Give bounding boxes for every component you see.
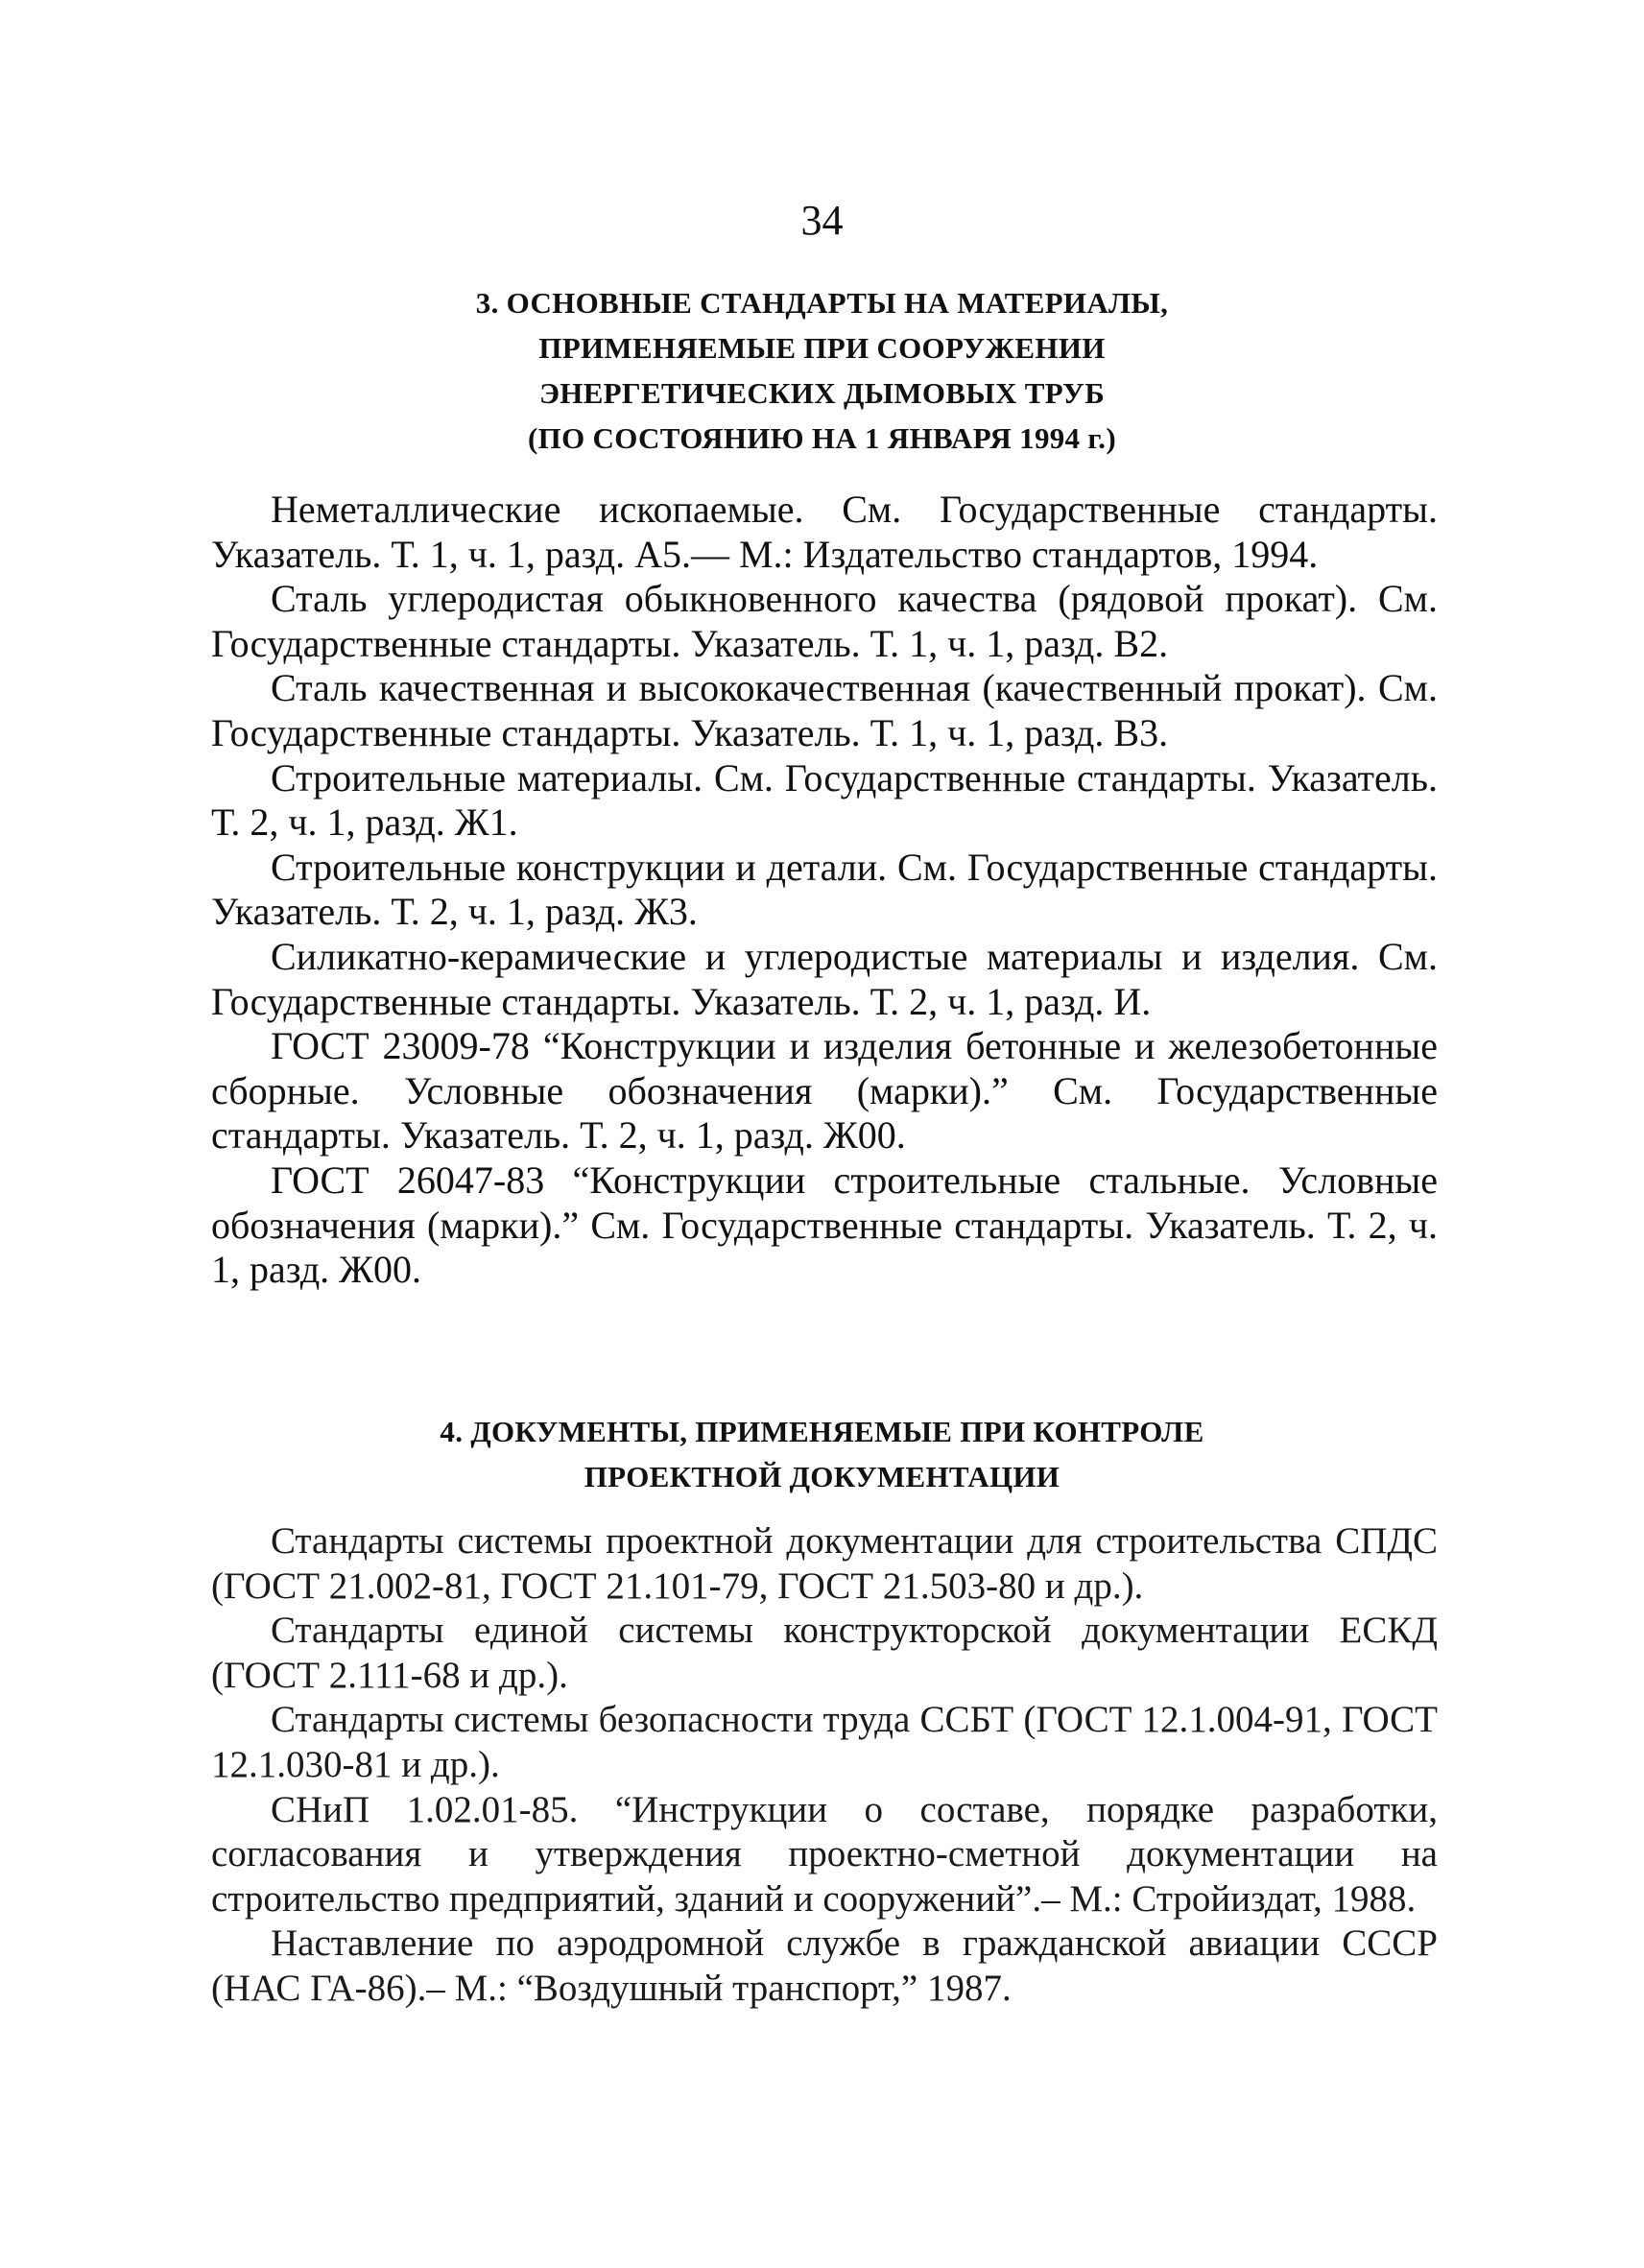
section-3-body: [211, 488, 1438, 1293]
paragraph-carbon-steel: Сталь углеродистая обыкновенного качества (рядовой прокат). См. Государственные стандарты. Указатель. Т. 1, ч. 1, разд. В2.: [211, 577, 1438, 665]
paragraph-gost-23009: ГОСТ 23009-78 “Конструкции и изделия бетонные и железобетонные сборные. Условные обозначения (марки).” См. Государственные стандарты. Указатель. Т. 2, ч. 1, разд. Ж00.: [211, 1024, 1438, 1158]
heading-line: (ПО СОСТОЯНИЮ НА 1 ЯНВАРЯ 1994 г.): [528, 421, 1116, 455]
paragraph-ssbt: Стандарты системы безопасности труда ССБТ (ГОСТ 12.1.004-91, ГОСТ 12.1.030-81 и др.).: [211, 1699, 1438, 1785]
paragraph-snip: СНиП 1.02.01-85. “Инструкции о составе, порядке разработки, согласования и утверждения проектно-сметной документации на строительство предприятий, зданий и сооружений”.– М.: Стройиздат, 1988.: [211, 1788, 1438, 1920]
paragraph-building-structures: Строительные конструкции и детали. См. Государственные стандарты. Указатель. Т. 2, ч. 1, разд. Ж3.: [211, 845, 1438, 934]
section-3-heading: [0, 280, 1644, 461]
section-4-heading: [0, 1409, 1644, 1499]
heading-line: 4. ДОКУМЕНТЫ, ПРИМЕНЯЕМЫЕ ПРИ КОНТРОЛЕ: [440, 1415, 1204, 1448]
paragraph-gost-26047: ГОСТ 26047-83 “Конструкции строительные стальные. Условные обозначения (марки).” См. Государственные стандарты. Указатель. Т. 2, ч. 1, разд. Ж00.: [211, 1158, 1438, 1292]
paragraph-building-materials: Строительные материалы. См. Государственные стандарты. Указатель. Т. 2, ч. 1, разд. Ж1.: [211, 755, 1438, 845]
heading-line: ПРОЕКТНОЙ ДОКУМЕНТАЦИИ: [584, 1460, 1060, 1493]
heading-line: ЭНЕРГЕТИЧЕСКИХ ДЫМОВЫХ ТРУБ: [538, 376, 1106, 410]
paragraph-quality-steel: Сталь качественная и высококачественная (качественный прокат). См. Государственные стандарты. Указатель. Т. 1, ч. 1, разд. В3.: [211, 666, 1438, 754]
paragraph-nas-ga: Наставление по аэродромной службе в гражданской авиации СССР (НАС ГА-86).– М.: “Воздушный транспорт,” 1987.: [211, 1922, 1438, 2009]
page-number: 34: [800, 197, 844, 244]
paragraph-nonmetallic-minerals: Неметаллические ископаемые. См. Государственные стандарты. Указатель. Т. 1, ч. 1, разд. А5.— М.: Издательство стандартов, 1994.: [211, 488, 1438, 576]
heading-line: 3. ОСНОВНЫЕ СТАНДАРТЫ НА МАТЕРИАЛЫ,: [475, 286, 1169, 320]
heading-line: ПРИМЕНЯЕМЫЕ ПРИ СООРУЖЕНИИ: [538, 331, 1106, 365]
section-4-body: [211, 1519, 1438, 2012]
paragraph-silicate-ceramic: Силикатно-керамические и углеродистые материалы и изделия. См. Государственные стандарты. Указатель. Т. 2, ч. 1, разд. И.: [211, 934, 1438, 1023]
paragraph-spds: Стандарты системы проектной документации для строительства СПДС (ГОСТ 21.002-81, ГОСТ 21.101-79, ГОСТ 21.503-80 и др.).: [211, 1520, 1438, 1607]
paragraph-eskd: Стандарты единой системы конструкторской документации ЕСКД (ГОСТ 2.111-68 и др.).: [211, 1610, 1438, 1696]
